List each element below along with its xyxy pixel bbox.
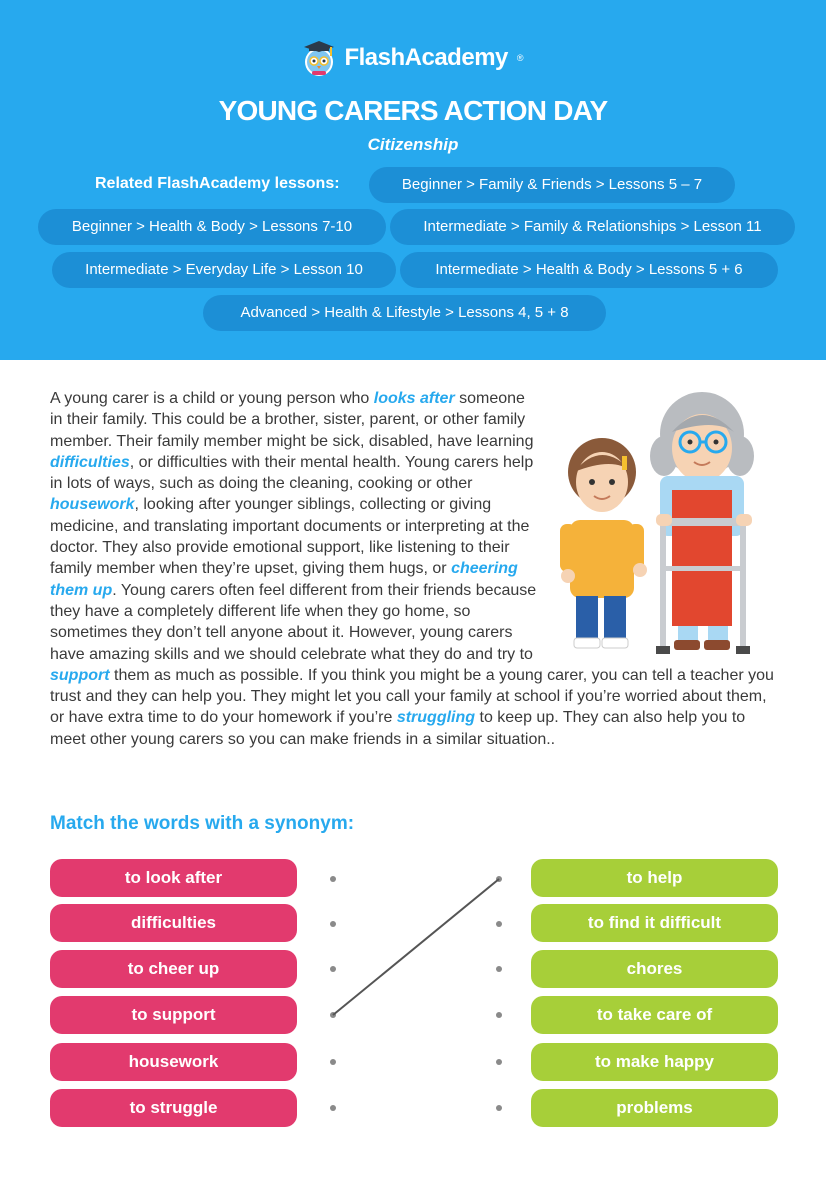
keyword-support: support xyxy=(50,666,110,684)
match-right-item[interactable]: to make happy xyxy=(531,1043,778,1081)
article-text-segment: to keep up. They can also help you to meet other young carers so you can make friends in a similar situation.. xyxy=(50,709,746,748)
lesson-pill[interactable]: Beginner > Health & Body > Lessons 7-10 xyxy=(38,209,386,245)
keyword-difficulties: difficulties xyxy=(50,453,130,471)
page-title: YOUNG CARERS ACTION DAY xyxy=(218,95,608,126)
article-text-segment: , or difficulties with their mental health. Young carers help in lots of ways, such as doing the cleaning, cooking or other xyxy=(50,453,534,493)
match-right-item[interactable]: to find it difficult xyxy=(531,904,778,942)
match-left-item[interactable]: to support xyxy=(50,996,297,1034)
match-left-item[interactable]: housework xyxy=(50,1043,297,1081)
lesson-pill[interactable]: Advanced > Health & Lifestyle > Lessons 4, 5 + 8 xyxy=(203,295,606,331)
keyword-looks-after: looks after xyxy=(373,390,455,407)
match-left-item[interactable]: to struggle xyxy=(50,1089,297,1127)
match-left-item[interactable]: to cheer up xyxy=(50,950,297,988)
article-text-segment: , looking after younger siblings, collecting or giving medicine, and translating important documents or interpreting at the doctor. They also provide emotional support, like listening to their family member when they’re upset, giving them hugs, or xyxy=(50,496,530,578)
keyword-struggling: struggling xyxy=(396,709,476,727)
match-heading: Match the words with a synonym: xyxy=(50,813,355,834)
article-text-segment: someone in their family. This could be a brother, sister, parent, or other family member. Their family member might be sick, disabled, have learning xyxy=(50,390,534,450)
lesson-pill[interactable]: Intermediate > Health & Body > Lessons 5 + 6 xyxy=(400,252,778,288)
related-lessons-label: Related FlashAcademy lessons: xyxy=(95,175,340,192)
article-text-segment: them as much as possible. If you think you might be a young carer, you can tell a teacher you trust and they can help you. They might let you call your family at school if you’re worried about them, or have extra time to do your homework if you’re xyxy=(50,666,774,727)
page-subtitle: Citizenship xyxy=(367,135,459,154)
match-right-item[interactable]: to take care of xyxy=(531,996,778,1034)
match-right-item[interactable]: problems xyxy=(531,1089,778,1127)
lesson-pill[interactable]: Intermediate > Everyday Life > Lesson 10 xyxy=(52,252,396,288)
match-left-item[interactable]: to look after xyxy=(50,859,297,897)
match-right-item[interactable]: to help xyxy=(531,859,778,897)
match-right-item[interactable]: chores xyxy=(531,950,778,988)
match-left-item[interactable]: difficulties xyxy=(50,904,297,942)
keyword-cheering-them-up: cheering them up xyxy=(50,560,518,599)
article-text-segment: A young carer is a child or young person who xyxy=(50,390,374,407)
lesson-pill[interactable]: Intermediate > Family & Relationships > Lesson 11 xyxy=(390,209,795,245)
keyword-housework: housework xyxy=(50,496,135,514)
registered-mark: ® xyxy=(516,53,524,63)
article-text-segment: . Young carers often feel different from their friends because they have a completely different life when they go home, so sometimes they don’t tell anyone about it. However, young carers have amazing skills and we should celebrate what they do and try to xyxy=(50,581,537,663)
lesson-pill[interactable]: Beginner > Family & Friends > Lessons 5 – 7 xyxy=(369,167,735,203)
brand-name: FlashAcademy xyxy=(344,44,508,71)
